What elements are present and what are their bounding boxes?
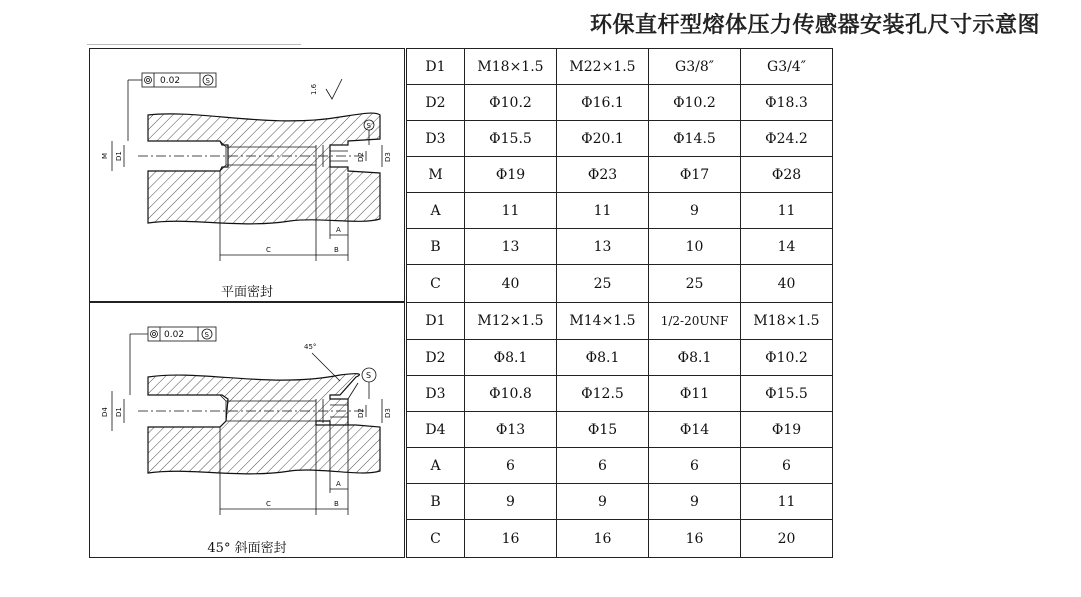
table-cell: 11 xyxy=(741,193,833,229)
tolerance-datum: S xyxy=(204,331,209,339)
workpiece-section xyxy=(148,113,380,224)
table-cell: 16 xyxy=(557,520,649,558)
table-cell: Φ20.1 xyxy=(557,121,649,157)
table-row xyxy=(407,193,833,229)
table-cell: 6 xyxy=(649,448,741,484)
table-cell: 1/2-20UNF xyxy=(649,303,741,340)
tolerance-value: 0.02 xyxy=(160,76,181,86)
label-c: C xyxy=(266,246,271,254)
table-cell: M12×1.5 xyxy=(465,303,557,340)
table-cell: 25 xyxy=(557,265,649,303)
row-label: D3 xyxy=(407,121,465,157)
table-cell: Φ17 xyxy=(649,157,741,193)
table-cell: Φ24.2 xyxy=(741,121,833,157)
table-cell: Φ10.2 xyxy=(649,85,741,121)
row-label: B xyxy=(407,484,465,520)
table-cell: 11 xyxy=(741,484,833,520)
table-row xyxy=(407,229,833,265)
table-cell: 11 xyxy=(557,193,649,229)
tolerance-value: 0.02 xyxy=(164,330,185,340)
table-cell: Φ19 xyxy=(741,412,833,448)
table-row xyxy=(407,265,833,303)
workpiece-section xyxy=(148,374,380,474)
table-cell: 6 xyxy=(557,448,649,484)
row-label: A xyxy=(407,193,465,229)
row-label: A xyxy=(407,448,465,484)
table-cell: 9 xyxy=(649,484,741,520)
table-cell: Φ28 xyxy=(741,157,833,193)
table-cell: G3/4″ xyxy=(741,49,833,85)
row-label: D2 xyxy=(407,85,465,121)
table-cell: M18×1.5 xyxy=(465,49,557,85)
row-label: M xyxy=(407,157,465,193)
table-cell: 6 xyxy=(741,448,833,484)
table-cell: 16 xyxy=(465,520,557,558)
table-cell: 9 xyxy=(557,484,649,520)
table-cell: Φ12.5 xyxy=(557,376,649,412)
table-row xyxy=(407,49,833,85)
label-a: A xyxy=(336,480,341,488)
table-cell: 16 xyxy=(649,520,741,558)
table-cell: Φ8.1 xyxy=(465,340,557,376)
flat-seal-drawing xyxy=(90,49,406,303)
row-label: D1 xyxy=(407,49,465,85)
table-cell: Φ15.5 xyxy=(465,121,557,157)
table-cell: Φ8.1 xyxy=(557,340,649,376)
table-cell: 14 xyxy=(741,229,833,265)
label-c: C xyxy=(266,500,271,508)
table-cell: Φ16.1 xyxy=(557,85,649,121)
table-cell: 11 xyxy=(465,193,557,229)
table-cell: 10 xyxy=(649,229,741,265)
table-row xyxy=(407,121,833,157)
table-cell: 6 xyxy=(465,448,557,484)
table-cell: Φ10.8 xyxy=(465,376,557,412)
table-cell: 13 xyxy=(557,229,649,265)
table-cell: Φ11 xyxy=(649,376,741,412)
flat-seal-dimension-table xyxy=(406,48,833,303)
row-label: D2 xyxy=(407,340,465,376)
table-cell: 9 xyxy=(465,484,557,520)
flat-seal-diagram-panel xyxy=(89,48,405,302)
datum-symbol: S xyxy=(366,371,372,380)
roughness-symbol xyxy=(326,79,342,99)
table-row xyxy=(407,340,833,376)
table-cell: 25 xyxy=(649,265,741,303)
table-cell: 40 xyxy=(741,265,833,303)
table-cell: Φ14.5 xyxy=(649,121,741,157)
table-cell: Φ23 xyxy=(557,157,649,193)
tolerance-datum: S xyxy=(205,77,210,85)
label-d1: D1 xyxy=(115,407,123,417)
row-label: B xyxy=(407,229,465,265)
table-cell: Φ15.5 xyxy=(741,376,833,412)
table-cell: Φ19 xyxy=(465,157,557,193)
table-cell: Φ18.3 xyxy=(741,85,833,121)
table-cell: M14×1.5 xyxy=(557,303,649,340)
row-label: C xyxy=(407,520,465,558)
table-cell: G3/8″ xyxy=(649,49,741,85)
table-row xyxy=(407,448,833,484)
table-cell: Φ14 xyxy=(649,412,741,448)
label-d1: D1 xyxy=(115,151,123,161)
row-label: D1 xyxy=(407,303,465,340)
label-a: A xyxy=(336,226,341,234)
roughness-value: 1.6 xyxy=(310,83,318,95)
table-cell: Φ15 xyxy=(557,412,649,448)
bevel-seal-dimension-table xyxy=(406,302,833,558)
bevel-seal-diagram-panel xyxy=(89,302,405,558)
table-row xyxy=(407,303,833,340)
label-d3: D3 xyxy=(384,152,392,162)
divider xyxy=(87,44,301,45)
datum-symbol: S xyxy=(366,122,371,130)
bevel-seal-drawing xyxy=(90,303,406,559)
table-cell: 13 xyxy=(465,229,557,265)
table-cell: Φ10.2 xyxy=(741,340,833,376)
flat-seal-caption: 平面密封 xyxy=(220,285,273,300)
table-cell: 9 xyxy=(649,193,741,229)
table-row xyxy=(407,376,833,412)
bevel-seal-caption: 45° 斜面密封 xyxy=(207,541,287,556)
table-row xyxy=(407,484,833,520)
table-cell: 20 xyxy=(741,520,833,558)
label-d3: D3 xyxy=(384,408,392,418)
table-cell: Φ8.1 xyxy=(649,340,741,376)
angle-label: 45° xyxy=(304,343,317,351)
label-d4: D4 xyxy=(101,407,109,417)
page-title: 环保直杆型熔体压力传感器安装孔尺寸示意图 xyxy=(589,13,1040,38)
label-d2: D2 xyxy=(357,408,365,418)
table-cell: M22×1.5 xyxy=(557,49,649,85)
table-cell: M18×1.5 xyxy=(741,303,833,340)
table-row xyxy=(407,520,833,558)
table-cell: Φ13 xyxy=(465,412,557,448)
label-m: M xyxy=(101,152,109,159)
label-b: B xyxy=(334,246,339,254)
row-label: D4 xyxy=(407,412,465,448)
table-row xyxy=(407,412,833,448)
table-cell: 40 xyxy=(465,265,557,303)
label-b: B xyxy=(334,500,339,508)
table-row xyxy=(407,157,833,193)
row-label: D3 xyxy=(407,376,465,412)
table-row xyxy=(407,85,833,121)
label-d2: D2 xyxy=(357,152,365,162)
table-cell: Φ10.2 xyxy=(465,85,557,121)
row-label: C xyxy=(407,265,465,303)
